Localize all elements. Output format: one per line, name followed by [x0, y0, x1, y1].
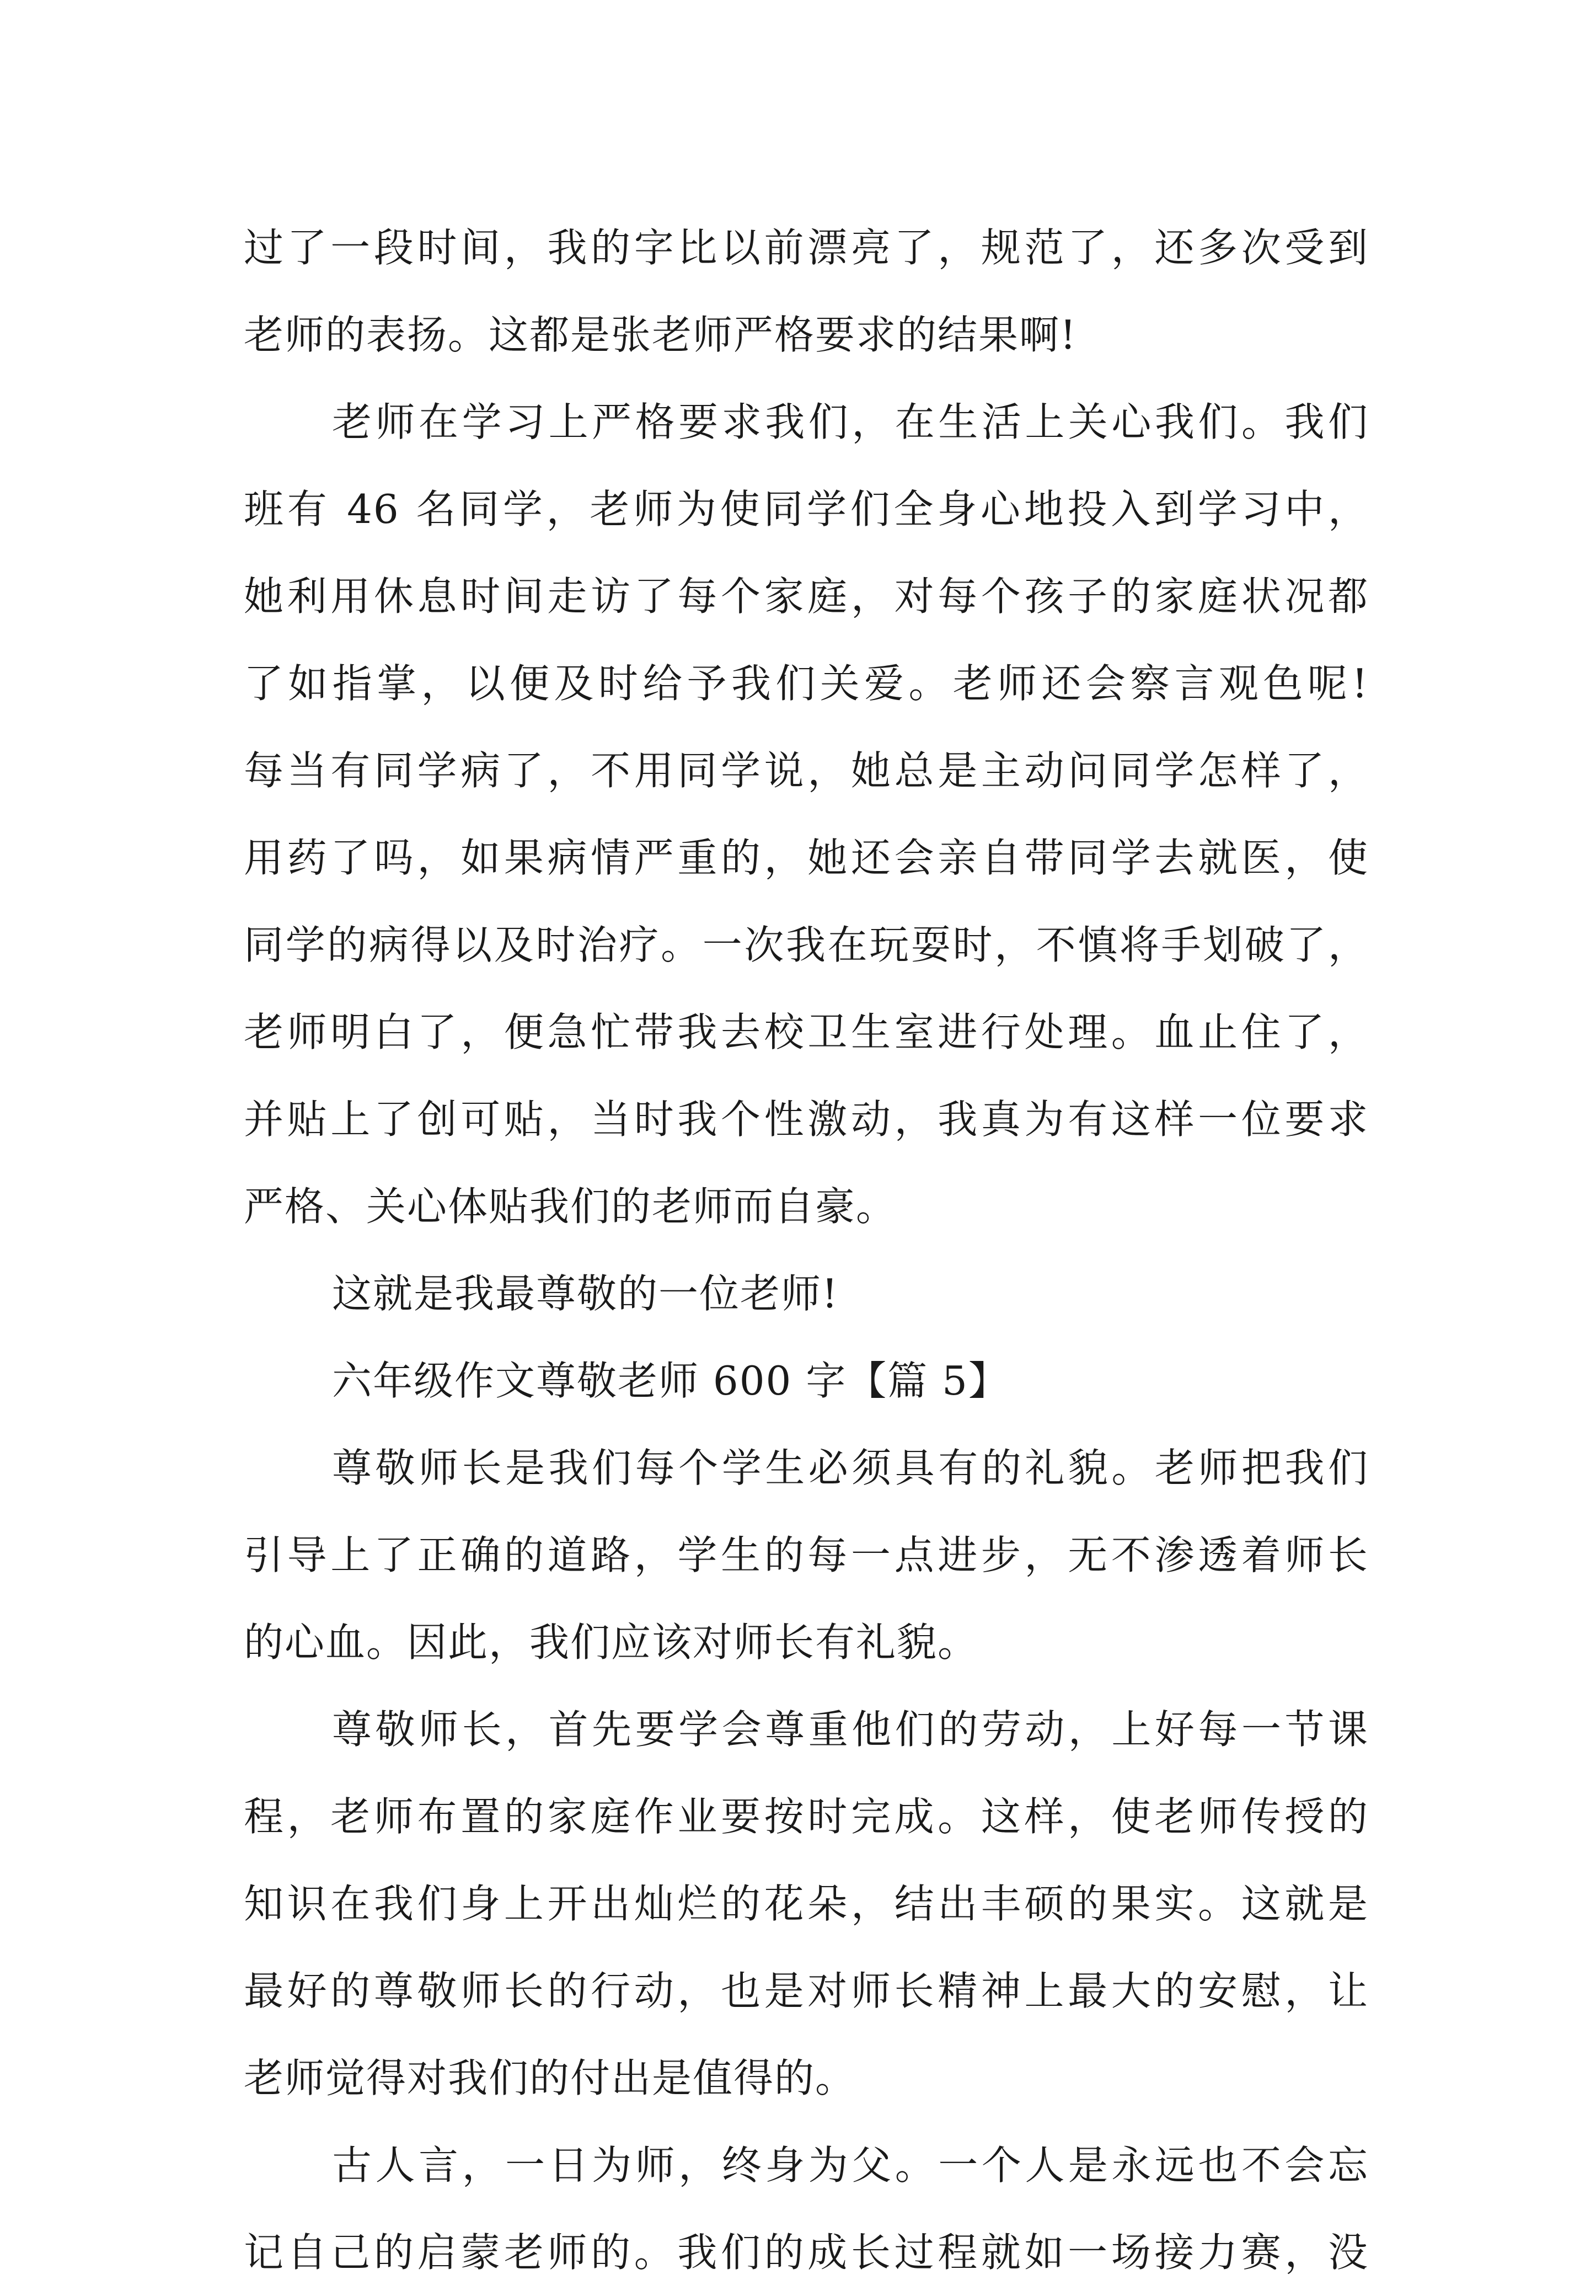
- text-line: 知识在我们身上开出灿烂的花朵，结出丰硕的果实。这就是: [244, 1881, 1369, 1927]
- text-line: 记自己的启蒙老师的。我们的成长过程就如一场接力赛，没: [244, 2229, 1369, 2276]
- text-line: 最好的尊敬师长的行动，也是对师长精神上最大的安慰，让: [244, 1968, 1369, 2014]
- paragraph-start-line: 这就是我最尊敬的一位老师!: [332, 1270, 839, 1317]
- text-line: 老师明白了，便急忙带我去校卫生室进行处理。血止住了，: [244, 1009, 1369, 1055]
- text-line: 她利用休息时间走访了每个家庭，对每个孩子的家庭状况都: [244, 573, 1369, 620]
- document-body: [244, 204, 1369, 2296]
- text-line: 严格、关心体贴我们的老师而自豪。: [244, 1183, 897, 1230]
- paragraph-start-line: 尊敬师长是我们每个学生必须具有的礼貌。老师把我们: [332, 1445, 1369, 1491]
- text-line: 引导上了正确的道路，学生的每一点进步，无不渗透着师长: [244, 1532, 1369, 1578]
- paragraph-start-line: 古人言，一日为师，终身为父。一个人是永远也不会忘: [332, 2142, 1369, 2188]
- text-line: 的心血。因此，我们应该对师长有礼貌。: [244, 1619, 979, 1665]
- paragraph-start-line: 尊敬师长，首先要学会尊重他们的劳动，上好每一节课: [332, 1706, 1369, 1753]
- text-line: 并贴上了创可贴，当时我个性激动，我真为有这样一位要求: [244, 1096, 1369, 1142]
- text-line: 了如指掌，以便及时给予我们关爱。老师还会察言观色呢!: [244, 660, 1369, 707]
- text-line: 每当有同学病了，不用同学说，她总是主动问同学怎样了，: [244, 747, 1369, 794]
- text-line: 同学的病得以及时治疗。一次我在玩耍时，不慎将手划破了，: [244, 922, 1369, 968]
- text-line: 老师的表扬。这都是张老师严格要求的结果啊!: [244, 312, 1077, 358]
- text-line: 过了一段时间，我的字比以前漂亮了，规范了，还多次受到: [244, 225, 1369, 271]
- text-line: 用药了吗，如果病情严重的，她还会亲自带同学去就医，使: [244, 835, 1369, 881]
- section-heading: 六年级作文尊敬老师 600 字【篇 5】: [332, 1358, 1009, 1404]
- paragraph-start-line: 老师在学习上严格要求我们，在生活上关心我们。我们: [332, 399, 1369, 445]
- text-line: 班有 46 名同学，老师为使同学们全身心地投入到学习中，: [244, 486, 1369, 532]
- text-line: 程，老师布置的家庭作业要按时完成。这样，使老师传授的: [244, 1793, 1369, 1840]
- text-line: 老师觉得对我们的付出是值得的。: [244, 2055, 856, 2101]
